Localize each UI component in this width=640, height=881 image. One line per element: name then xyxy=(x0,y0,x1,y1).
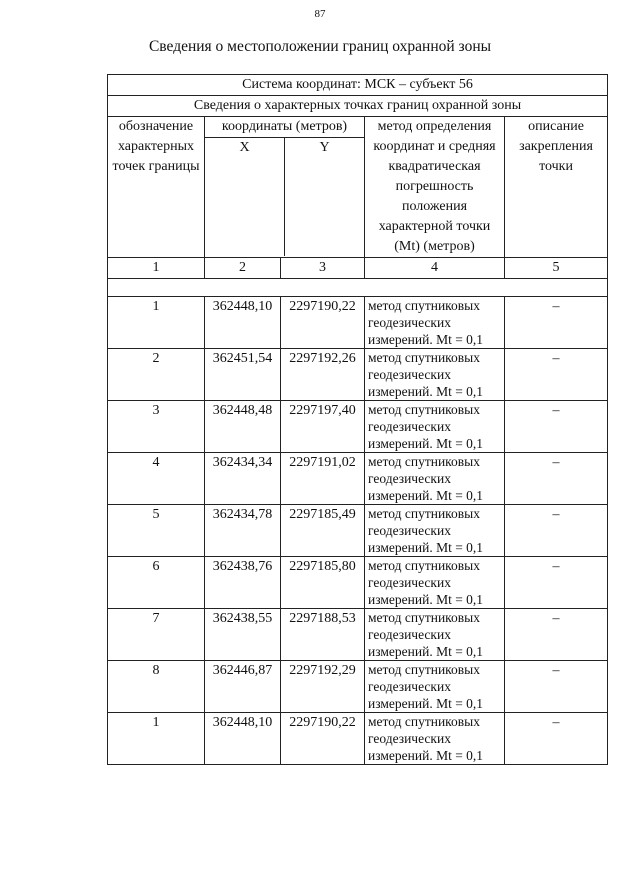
description-cell: – xyxy=(505,505,608,557)
point-cell: 7 xyxy=(108,609,205,661)
y-coordinate-cell: 2297185,80 xyxy=(281,557,365,609)
x-coordinate-cell: 362438,55 xyxy=(205,609,281,661)
method-cell: метод спутниковых геодезических измерений. Mt = 0,1 xyxy=(365,661,505,713)
y-coordinate-cell: 2297185,49 xyxy=(281,505,365,557)
coord-system-cell: Система координат: МСК – субъект 56 xyxy=(108,75,608,96)
document-title: Сведения о местоположении границ охранной зоны xyxy=(148,38,492,55)
points-heading-cell: Сведения о характерных точках границ охранной зоны xyxy=(108,96,608,117)
method-cell: метод спутниковых геодезических измерений. Mt = 0,1 xyxy=(365,401,505,453)
description-cell: – xyxy=(505,609,608,661)
method-cell: метод спутниковых геодезических измерений. Mt = 0,1 xyxy=(365,557,505,609)
header-row xyxy=(108,117,608,258)
point-cell: 5 xyxy=(108,505,205,557)
description-cell: – xyxy=(505,349,608,401)
header-coords-caption: координаты (метров) xyxy=(205,117,364,138)
method-cell: метод спутниковых геодезических измерений. Mt = 0,1 xyxy=(365,505,505,557)
y-coordinate-cell: 2297191,02 xyxy=(281,453,365,505)
table-row xyxy=(108,453,608,505)
x-coordinate-cell: 362438,76 xyxy=(205,557,281,609)
table-row xyxy=(108,661,608,713)
table-row xyxy=(108,297,608,349)
points-heading-row xyxy=(108,96,608,117)
table-row xyxy=(108,557,608,609)
point-cell: 1 xyxy=(108,297,205,349)
header-method: метод определения координат и средняя квадратическая погрешность положения характерной точки (Mt) (метров) xyxy=(365,117,505,258)
x-coordinate-cell: 362434,78 xyxy=(205,505,281,557)
spacer-cell xyxy=(108,279,608,297)
header-y: Y xyxy=(284,138,364,256)
description-cell: – xyxy=(505,557,608,609)
boundary-points-table xyxy=(107,74,608,765)
column-number: 3 xyxy=(281,258,365,279)
points-body xyxy=(108,297,608,765)
table-row xyxy=(108,713,608,765)
x-coordinate-cell: 362451,54 xyxy=(205,349,281,401)
y-coordinate-cell: 2297192,26 xyxy=(281,349,365,401)
spacer-row xyxy=(108,279,608,297)
description-cell: – xyxy=(505,661,608,713)
method-cell: метод спутниковых геодезических измерений. Mt = 0,1 xyxy=(365,349,505,401)
method-cell: метод спутниковых геодезических измерений. Mt = 0,1 xyxy=(365,713,505,765)
table-row xyxy=(108,505,608,557)
point-cell: 8 xyxy=(108,661,205,713)
table-row xyxy=(108,609,608,661)
x-coordinate-cell: 362448,10 xyxy=(205,713,281,765)
table-row xyxy=(108,349,608,401)
description-cell: – xyxy=(505,297,608,349)
header-description: описание закрепления точки xyxy=(505,117,608,258)
header-coordinates xyxy=(205,117,365,258)
column-number: 5 xyxy=(505,258,608,279)
column-number: 4 xyxy=(365,258,505,279)
description-cell: – xyxy=(505,453,608,505)
point-cell: 3 xyxy=(108,401,205,453)
x-coordinate-cell: 362448,10 xyxy=(205,297,281,349)
header-point-label: обозначение характерных точек границы xyxy=(108,117,205,258)
column-number: 2 xyxy=(205,258,281,279)
description-cell: – xyxy=(505,401,608,453)
method-cell: метод спутниковых геодезических измерений. Mt = 0,1 xyxy=(365,609,505,661)
header-x: X xyxy=(239,140,250,155)
x-coordinate-cell: 362434,34 xyxy=(205,453,281,505)
table-row xyxy=(108,401,608,453)
y-coordinate-cell: 2297188,53 xyxy=(281,609,365,661)
point-cell: 1 xyxy=(108,713,205,765)
y-coordinate-cell: 2297197,40 xyxy=(281,401,365,453)
description-cell: – xyxy=(505,713,608,765)
point-cell: 6 xyxy=(108,557,205,609)
y-coordinate-cell: 2297192,29 xyxy=(281,661,365,713)
x-coordinate-cell: 362448,48 xyxy=(205,401,281,453)
coord-system-row xyxy=(108,75,608,96)
point-cell: 4 xyxy=(108,453,205,505)
y-coordinate-cell: 2297190,22 xyxy=(281,297,365,349)
page-number: 87 xyxy=(314,8,326,20)
method-cell: метод спутниковых геодезических измерений. Mt = 0,1 xyxy=(365,453,505,505)
y-coordinate-cell: 2297190,22 xyxy=(281,713,365,765)
column-number: 1 xyxy=(108,258,205,279)
point-cell: 2 xyxy=(108,349,205,401)
method-cell: метод спутниковых геодезических измерений. Mt = 0,1 xyxy=(365,297,505,349)
x-coordinate-cell: 362446,87 xyxy=(205,661,281,713)
column-number-row xyxy=(108,258,608,279)
